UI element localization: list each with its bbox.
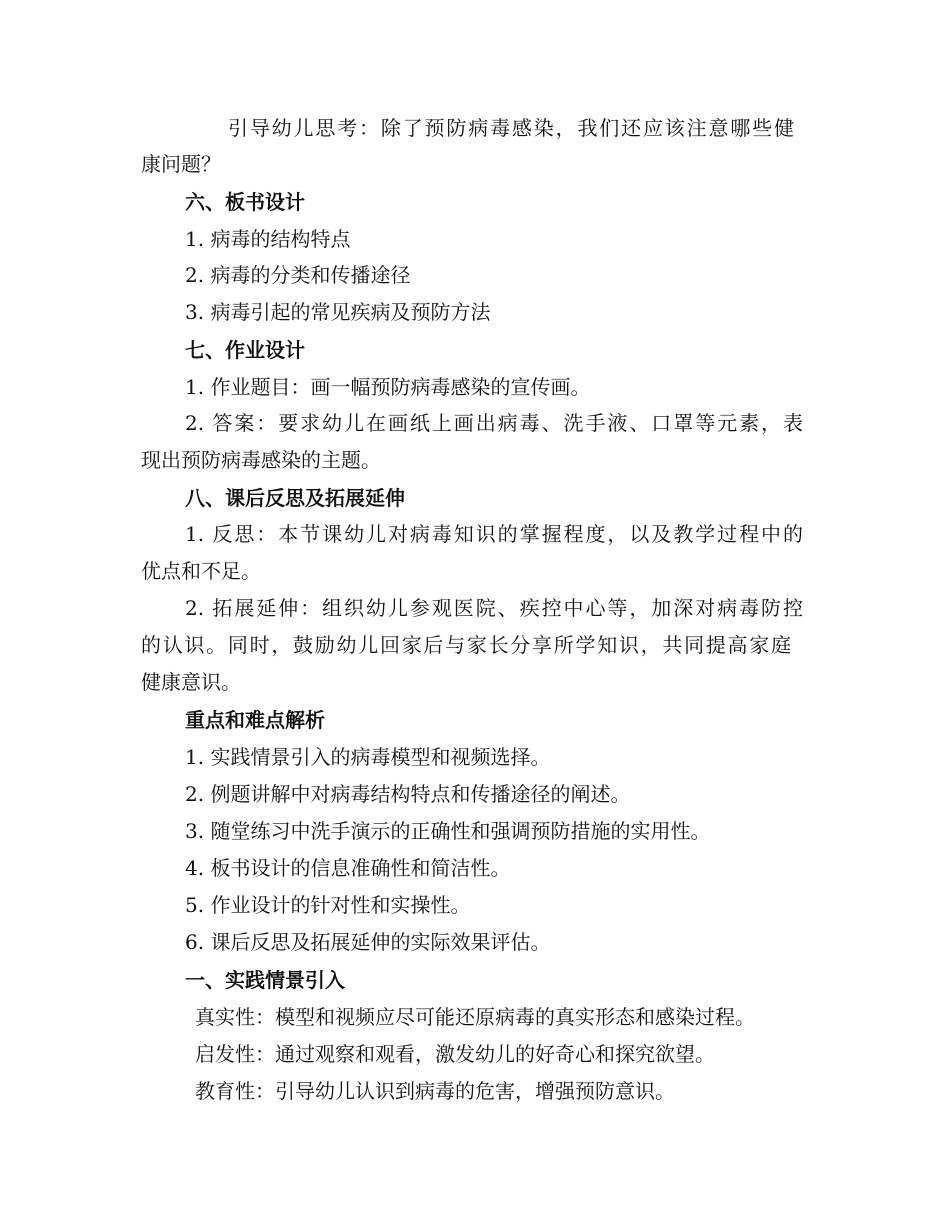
section-7-heading: 七、作业设计 (185, 338, 305, 362)
intro-paragraph-line-1: 引导幼儿思考：除了预防病毒感染，我们还应该注意哪些健 (228, 116, 794, 140)
section-8-item-2-line-1: 2. 拓展延伸：组织幼儿参观医院、疾控中心等，加深对病毒防控 (185, 596, 803, 620)
section-6-item-3: 3. 病毒引起的常见疾病及预防方法 (185, 300, 491, 324)
section-8-heading: 八、课后反思及拓展延伸 (185, 486, 405, 510)
section-8-item-2-line-3: 健康意识。 (141, 670, 241, 694)
section-6-item-2: 2. 病毒的分类和传播途径 (185, 263, 411, 287)
section-6-heading: 六、板书设计 (185, 190, 305, 214)
key-point-item-6: 6. 课后反思及拓展延伸的实际效果评估。 (185, 930, 551, 954)
key-point-item-2: 2. 例题讲解中对病毒结构特点和传播途径的阐述。 (185, 782, 631, 806)
key-point-item-4: 4. 板书设计的信息准确性和简洁性。 (185, 856, 511, 880)
section-1-item-2: 启发性：通过观察和观看，激发幼儿的好奇心和探究欲望。 (195, 1042, 715, 1066)
key-point-item-1: 1. 实践情景引入的病毒模型和视频选择。 (185, 745, 551, 769)
section-1-item-1: 真实性：模型和视频应尽可能还原病毒的真实形态和感染过程。 (195, 1005, 755, 1029)
section-7-item-2-line-1: 2. 答案：要求幼儿在画纸上画出病毒、洗手液、口罩等元素，表 (185, 411, 803, 435)
section-1-item-3: 教育性：引导幼儿认识到病毒的危害，增强预防意识。 (195, 1079, 675, 1103)
key-points-heading: 重点和难点解析 (185, 708, 325, 732)
section-7-item-1: 1. 作业题目：画一幅预防病毒感染的宣传画。 (185, 375, 591, 399)
section-8-item-2-line-2: 的认识。同时，鼓励幼儿回家后与家长分享所学知识，共同提高家庭 (141, 633, 791, 657)
section-8-item-1-line-2: 优点和不足。 (141, 559, 261, 583)
section-1-heading: 一、实践情景引入 (185, 968, 345, 992)
section-8-item-1-line-1: 1. 反思：本节课幼儿对病毒知识的掌握程度，以及教学过程中的 (185, 522, 803, 546)
section-7-item-2-line-2: 现出预防病毒感染的主题。 (141, 448, 381, 472)
section-6-item-1: 1. 病毒的结构特点 (185, 227, 351, 251)
key-point-item-3: 3. 随堂练习中洗手演示的正确性和强调预防措施的实用性。 (185, 819, 711, 843)
intro-paragraph-line-2: 康问题？ (141, 152, 221, 176)
key-point-item-5: 5. 作业设计的针对性和实操性。 (185, 893, 471, 917)
